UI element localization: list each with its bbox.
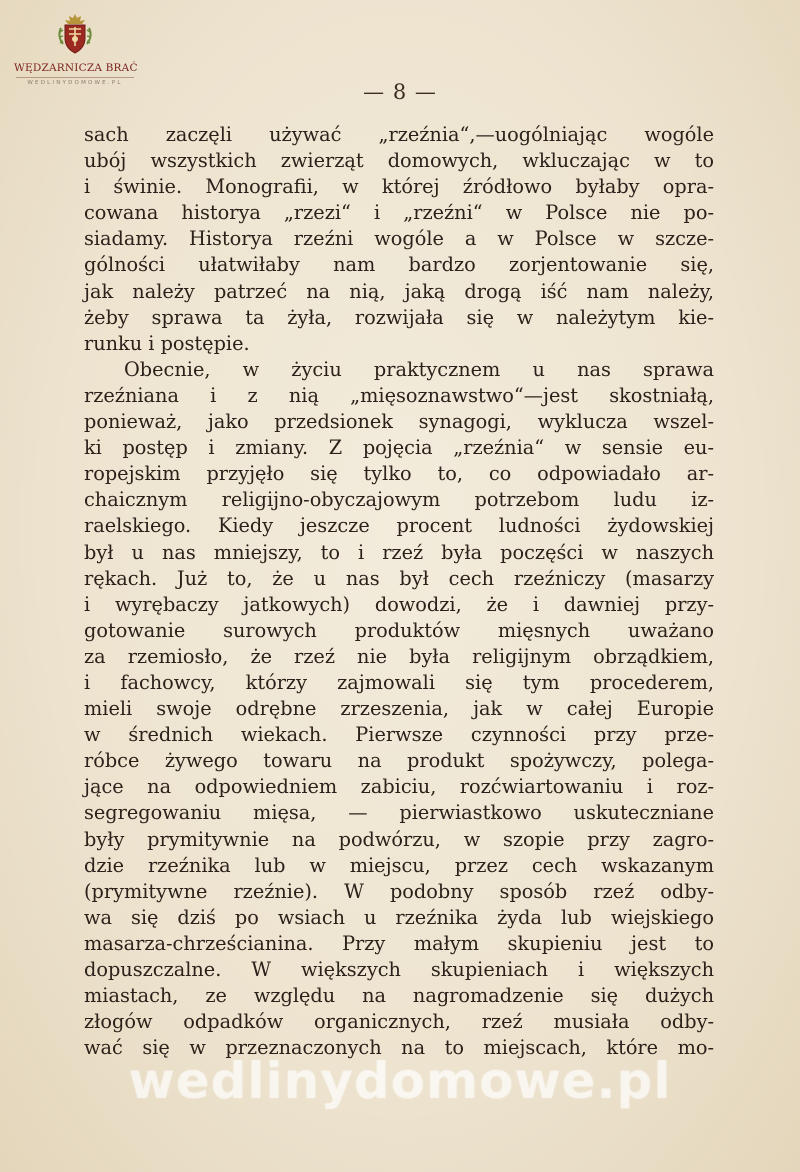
text-line: ponieważ, jako przedsionek synagogi, wyklucza wszel- bbox=[84, 410, 714, 434]
text-line: Obecnie, w życiu praktycznem u nas sprawa bbox=[124, 357, 714, 381]
logo-subtitle: WEDLINYDOMOWE.PL bbox=[27, 80, 123, 86]
site-logo[interactable] bbox=[14, 12, 136, 86]
logo-title: WĘDZARNICZA BRAĆ bbox=[14, 62, 138, 74]
text-line: gotowanie surowych produktów mięsnych uważano bbox=[84, 618, 714, 642]
text-line: ropejskim przyjęło się tylko to, co odpowiadało ar- bbox=[84, 462, 714, 486]
text-line: miastach, ze względu na nagromadzenie się dużych bbox=[84, 984, 714, 1008]
text-line: jak należy patrzeć na nią, jaką drogą iść nam należy, bbox=[84, 279, 714, 303]
text-line: masarza-chrześcianina. Przy małym skupieniu jest to bbox=[84, 931, 714, 955]
text-line: chaicznym religijno-obyczajowym potrzebom ludu iz- bbox=[84, 488, 714, 512]
text-line: żeby sprawa ta żyła, rozwijała się w należytym kie- bbox=[84, 305, 714, 329]
body-text bbox=[84, 122, 714, 1061]
text-line: dopuszczalne. W większych skupieniach i większych bbox=[84, 958, 714, 981]
text-line: i fachowcy, którzy zajmowali się tym procederem, bbox=[84, 670, 714, 694]
text-line: były prymitywnie na podwórzu, w szopie przy zagro- bbox=[84, 827, 714, 851]
text-line: był u nas mniejszy, to i rzeź była poczęści w naszych bbox=[84, 540, 714, 564]
text-line: w średnich wiekach. Pierwsze czynności przy prze- bbox=[84, 723, 714, 747]
text-line: rzeźniana i z nią „mięsoznawstwo“—jest skostniałą, bbox=[84, 383, 714, 407]
logo-divider bbox=[16, 77, 134, 78]
text-line: ubój wszystkich zwierząt domowych, wkluczając w to bbox=[84, 149, 714, 173]
text-line: sach zaczęli używać „rzeźnia“,—uogólniając wogóle bbox=[84, 123, 714, 146]
text-line: i świnie. Monografii, w której źródłowo byłaby opra- bbox=[84, 175, 714, 199]
text-line: siadamy. Historya rzeźni wogóle a w Polsce w szcze- bbox=[84, 227, 714, 251]
text-line: wa się dziś po wsiach u rzeźnika żyda lub wiejskiego bbox=[84, 905, 714, 929]
text-line: raelskiego. Kiedy jeszcze procent ludności żydowskiej bbox=[84, 514, 714, 538]
heraldic-crest-icon bbox=[55, 12, 95, 56]
text-line: ki postęp i zmiany. Z pojęcia „rzeźnia“ w sensie eu- bbox=[84, 436, 714, 460]
watermark: wedlinydomowe.pl bbox=[128, 1052, 672, 1110]
text-line: mieli swoje odrębne zrzeszenia, jak w całej Europie bbox=[84, 697, 714, 721]
text-line: rękach. Już to, że u nas był cech rzeźniczy (masarzy bbox=[84, 566, 714, 590]
text-line: złogów odpadków organicznych, rzeź musiała odby- bbox=[84, 1010, 714, 1034]
text-line: segregowaniu mięsa, — pierwiastkowo uskuteczniane bbox=[84, 801, 714, 825]
text-line: runku i postępie. bbox=[84, 331, 250, 355]
text-line: za rzemiosło, że rzeź nie była religijnym obrządkiem, bbox=[84, 644, 714, 668]
text-line: gólności ułatwiłaby nam bardzo zorjentowanie się, bbox=[84, 253, 714, 277]
text-line: i wyrębaczy jatkowych) dowodzi, że i dawniej przy- bbox=[84, 592, 714, 616]
text-line: wać się w przeznaczonych na to miejscach, które mo- bbox=[84, 1036, 714, 1060]
text-line: cowana historya „rzezi“ i „rzeźni“ w Polsce nie po- bbox=[84, 201, 714, 225]
page-number: — 8 — bbox=[363, 80, 437, 104]
text-line: dzie rzeźnika lub w miejscu, przez cech wskazanym bbox=[84, 853, 714, 877]
text-line: jące na odpowiedniem zabiciu, rozćwiartowaniu i roz- bbox=[84, 775, 714, 799]
text-line: (prymitywne rzeźnie). W podobny sposób rzeź odby- bbox=[84, 879, 714, 903]
text-line: róbce żywego towaru na produkt spożywczy, polega- bbox=[84, 749, 714, 773]
